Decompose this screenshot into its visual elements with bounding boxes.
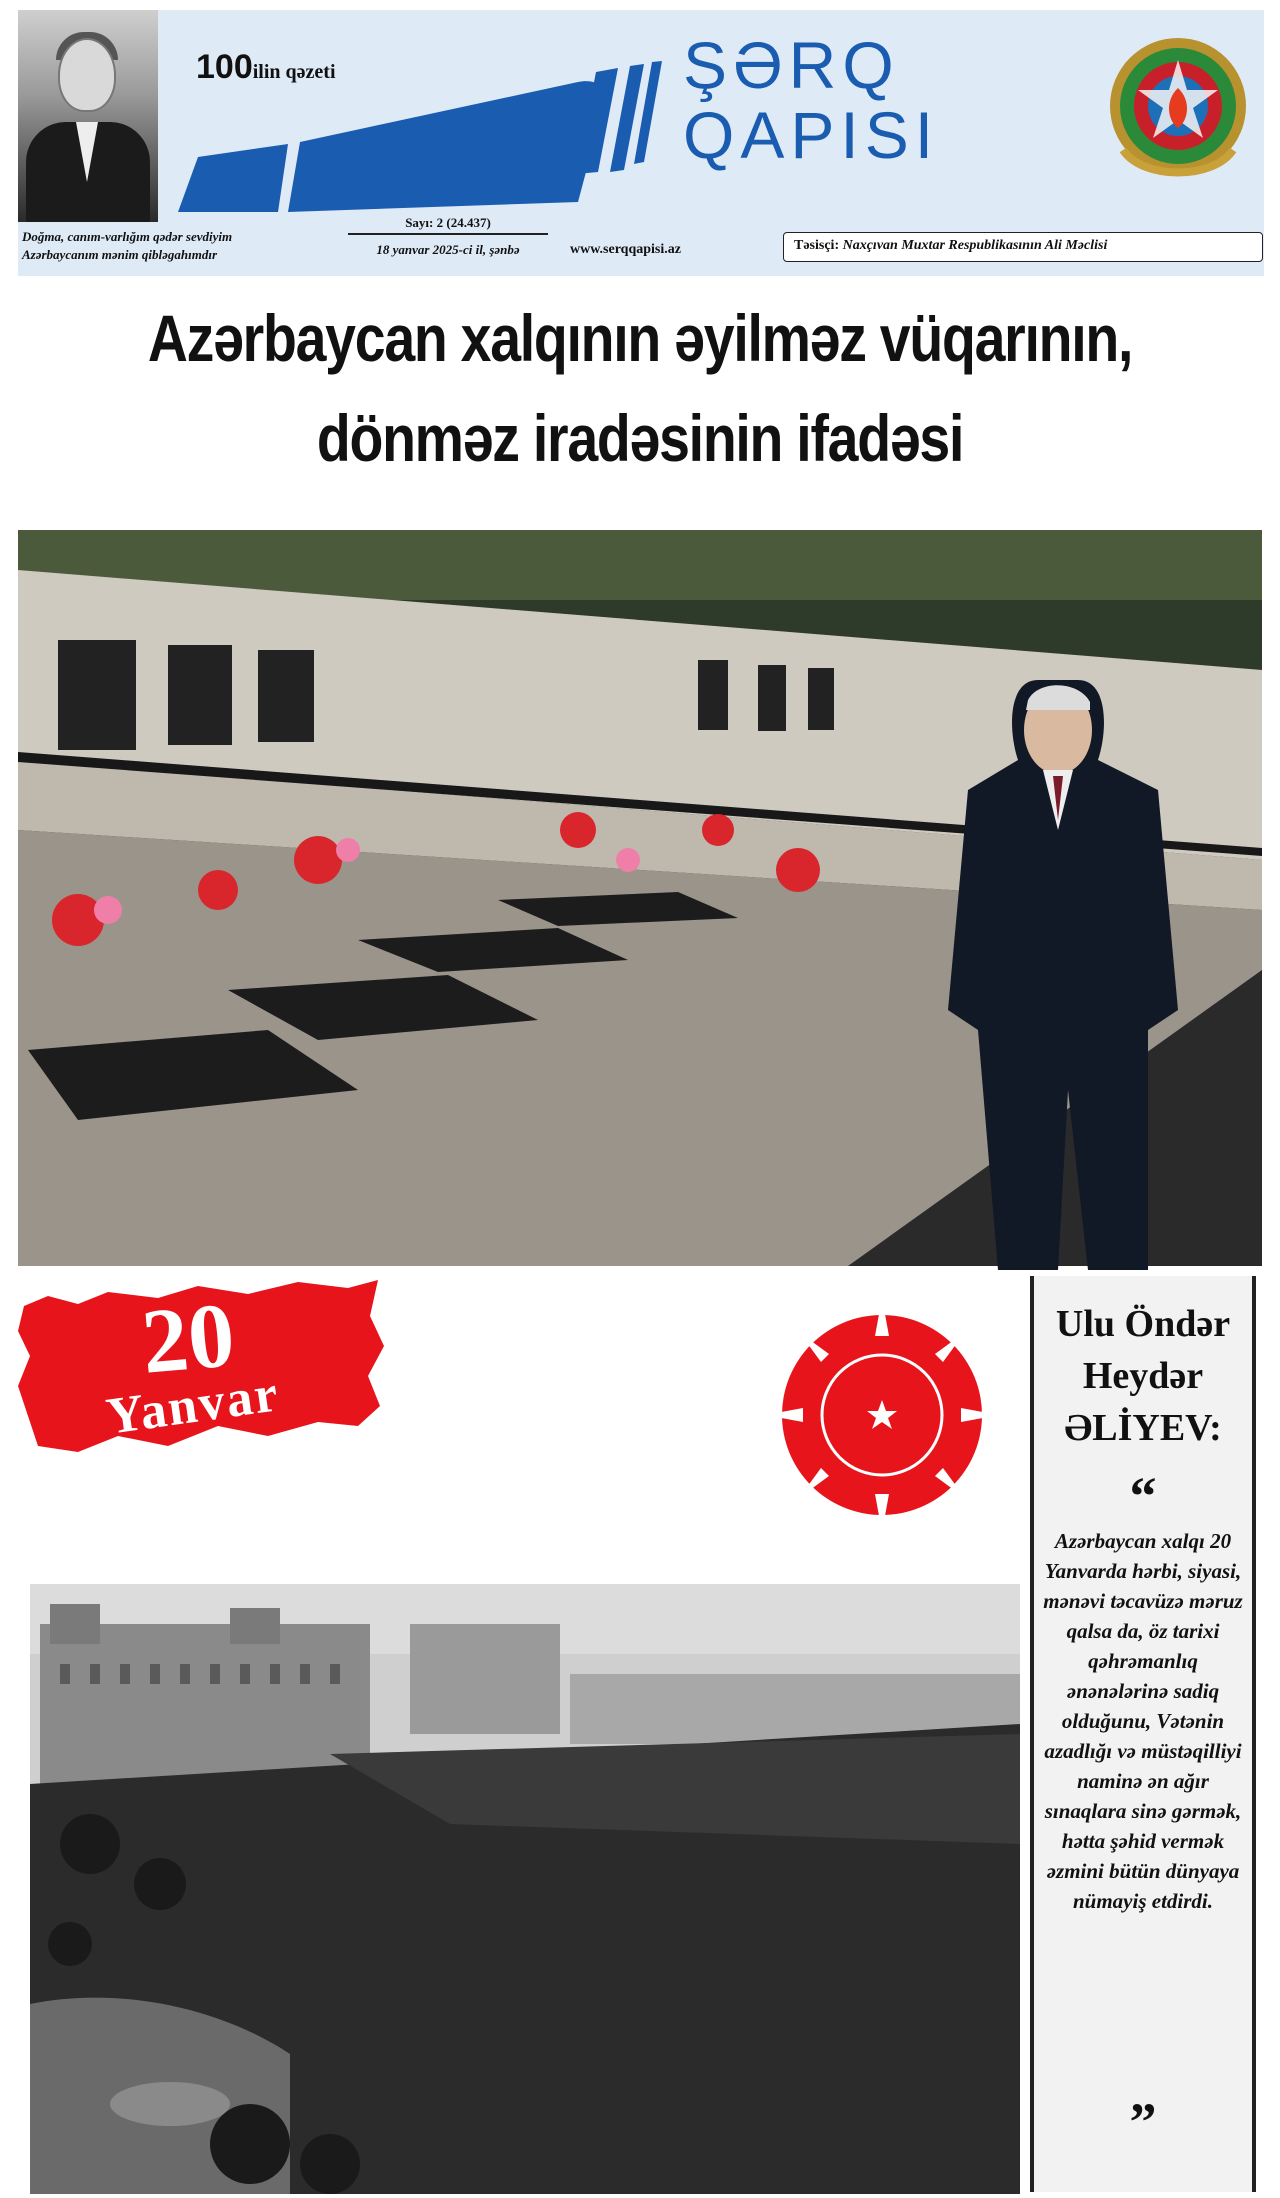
founder-value: Naxçıvan Muxtar Respublikasının Ali Məclisi	[842, 238, 1108, 253]
website-link[interactable]: www.serqqapisi.az	[570, 242, 681, 257]
century-suffix: ilin qəzeti	[252, 61, 336, 83]
quote-text: Azərbaycan xalqı 20 Yanvarda hərbi, siyasi, mənəvi təcavüzə məruz qalsa da, öz tarixi qəhrəmanlıq ənənələrinə sadiq olduğunu, Vətənin azadlığı və müstəqilliyi naminə ən ağır sınaqlara sinə gərmək, hətta şəhid vermək əzmini bütün dünyaya nümayiş etdirdi.	[1043, 1529, 1243, 1913]
founder-box	[783, 232, 1263, 262]
century-number: 100	[196, 48, 253, 86]
masthead	[18, 10, 1264, 276]
issue-date: 18 yanvar 2025-ci il, şənbə	[376, 242, 520, 257]
memorial-section	[18, 1276, 1008, 2192]
motto-line-1: Doğma, canım-varlığım qədər sevdiyim	[22, 229, 233, 244]
rally-photo	[30, 1584, 1020, 2194]
quote-heading-line-2: Heydər	[1082, 1355, 1204, 1397]
quote-heading-line-3: ƏLİYEV:	[1064, 1407, 1222, 1449]
headline-line-1: Azərbaycan xalqının əyilməz vüqarının,	[147, 301, 1133, 375]
close-quote-mark: ”	[1129, 2092, 1157, 2152]
leader-quote-column	[1030, 1276, 1256, 2192]
newspaper-name	[683, 30, 939, 170]
badge-word: Yanvar	[102, 1365, 284, 1446]
open-quote-mark: “	[1129, 1466, 1157, 1526]
founder-label: Təsisçi:	[794, 238, 840, 253]
carnation-icon	[763, 1296, 1001, 1534]
quote-heading	[1034, 1298, 1252, 1454]
headline-line-2: dönməz iradəsinin ifadəsi	[316, 401, 964, 475]
motto	[22, 228, 272, 264]
newspaper-name-line-2: QAPISI	[683, 98, 940, 172]
newspaper-name-line-1: ŞƏRQ	[683, 28, 900, 102]
issue-number: Sayı: 2 (24.437)	[348, 215, 548, 235]
main-headline	[102, 288, 1177, 488]
memorial-photo	[18, 530, 1262, 1266]
century-label	[196, 48, 336, 87]
badge-number: 20	[137, 1283, 239, 1393]
leader-portrait	[18, 10, 158, 222]
state-emblem-icon	[1103, 30, 1253, 190]
quote-heading-line-1: Ulu Öndər	[1055, 1303, 1231, 1345]
motto-line-2: Azərbaycanım mənim qibləgahımdır	[22, 247, 218, 262]
